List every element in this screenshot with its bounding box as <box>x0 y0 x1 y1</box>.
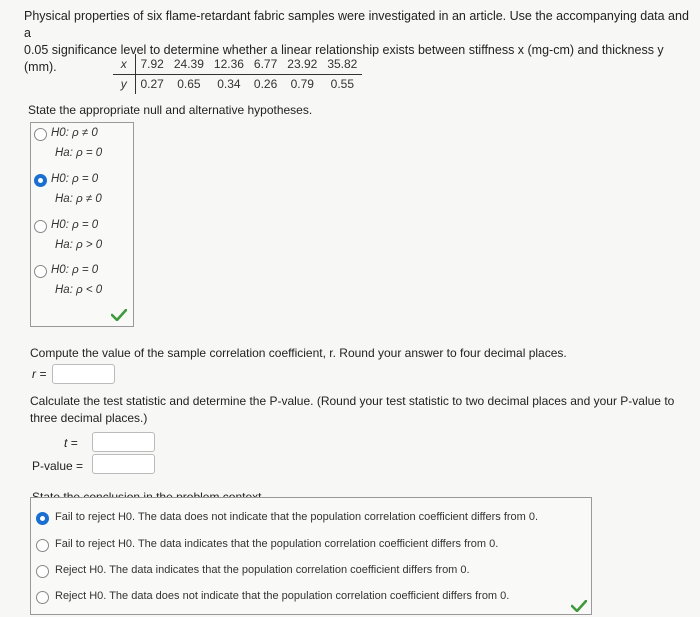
hypothesis-radio-1[interactable] <box>34 128 47 141</box>
data-table <box>113 54 362 94</box>
y-value: 0.65 <box>177 77 201 92</box>
conclusion-radio-2[interactable] <box>36 539 49 552</box>
conclusion-radio-1[interactable] <box>36 512 49 525</box>
t-label: t = <box>64 436 78 450</box>
hypotheses-options <box>30 122 134 327</box>
conclusion-option-3[interactable]: Reject H0. The data indicates that the population correlation coefficient differs from 0. <box>55 564 470 576</box>
correlation-prompt: Compute the value of the sample correlation coefficient, r. Round your answer to four decimal places. <box>30 346 567 360</box>
conclusion-option-4[interactable]: Reject H0. The data does not indicate that the population correlation coefficient differs from 0. <box>55 590 510 602</box>
ha-label: Ha: ρ ≠ 0 <box>55 193 102 205</box>
ha-label: Ha: ρ = 0 <box>55 147 103 159</box>
conclusion-options <box>30 497 592 615</box>
y-value: 0.27 <box>140 77 164 92</box>
h0-label: H0: ρ ≠ 0 <box>51 127 98 139</box>
x-value: 7.92 <box>135 54 169 74</box>
x-value: 24.39 <box>169 54 209 74</box>
r-input[interactable] <box>52 364 115 384</box>
hypothesis-radio-4[interactable] <box>34 265 47 278</box>
conclusion-option-1[interactable]: Fail to reject H0. The data does not indicate that the population correlation coefficient differs from 0. <box>55 511 539 523</box>
y-value: 0.34 <box>217 77 241 92</box>
x-value: 23.92 <box>282 54 322 74</box>
p-value-label: P-value = <box>32 459 84 473</box>
h0-label: H0: ρ = 0 <box>51 219 99 231</box>
y-value: 0.26 <box>253 77 278 92</box>
ha-label: Ha: ρ < 0 <box>55 284 103 296</box>
conclusion-radio-3[interactable] <box>36 565 49 578</box>
r-label: r = <box>32 367 47 381</box>
intro-line-1: Physical properties of six flame-retardant fabric samples were investigated in an article. Use the accompanying data and a <box>24 9 689 40</box>
ha-label: Ha: ρ > 0 <box>55 239 103 251</box>
hypothesis-radio-2[interactable] <box>34 174 47 187</box>
t-input[interactable] <box>92 432 155 452</box>
hypotheses-prompt: State the appropriate null and alternative hypotheses. <box>28 103 313 117</box>
checkmark-icon <box>111 309 127 321</box>
x-value: 6.77 <box>249 54 282 74</box>
h0-label: H0: ρ = 0 <box>51 264 99 276</box>
x-header: x <box>113 54 135 74</box>
y-value: 0.55 <box>330 77 354 92</box>
conclusion-radio-4[interactable] <box>36 591 49 604</box>
checkmark-icon <box>571 600 587 612</box>
test-stat-prompt-2: three decimal places.) <box>30 411 148 425</box>
x-value: 12.36 <box>209 54 249 74</box>
hypothesis-radio-3[interactable] <box>34 220 47 233</box>
test-stat-prompt-1: Calculate the test statistic and determine the P-value. (Round your test statistic to two decimal places and your P-value to <box>30 394 675 408</box>
y-header: y <box>113 74 135 94</box>
intro-line-2: 0.05 significance level to determine whether a linear relationship exists between stiffness x (mg-cm) and thickness y (mm). <box>24 43 664 74</box>
p-value-input[interactable] <box>92 454 155 474</box>
conclusion-option-2[interactable]: Fail to reject H0. The data indicates that the population correlation coefficient differs from 0. <box>55 538 499 550</box>
x-value: 35.82 <box>322 54 362 74</box>
y-value: 0.79 <box>290 77 314 92</box>
h0-label: H0: ρ = 0 <box>51 173 99 185</box>
